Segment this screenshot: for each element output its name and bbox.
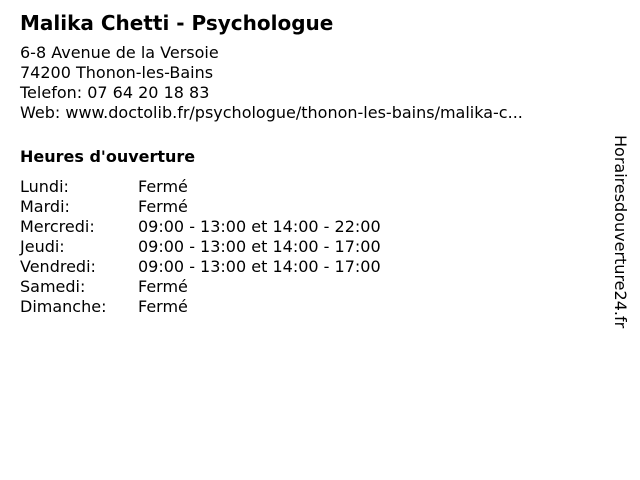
business-title: Malika Chetti - Psychologue [20,11,334,35]
opening-hours-table [20,177,600,317]
day-label: Jeudi: [20,237,65,256]
hours-value: Fermé [138,297,188,316]
day-label: Samedi: [20,277,86,296]
hours-value: 09:00 - 13:00 et 14:00 - 22:00 [138,217,381,236]
phone-number[interactable]: 07 64 20 18 83 [87,83,210,102]
contact-block [20,43,600,123]
phone-label: Telefon: [20,83,83,102]
day-label: Lundi: [20,177,69,196]
hours-value: 09:00 - 13:00 et 14:00 - 17:00 [138,237,381,256]
hours-row-vendredi [20,257,600,277]
hours-value: Fermé [138,197,188,216]
business-card [20,10,600,317]
day-label: Mardi: [20,197,70,216]
day-label: Vendredi: [20,257,96,276]
hours-value: Fermé [138,277,188,296]
opening-hours-heading: Heures d'ouverture [20,147,196,166]
hours-row-dimanche [20,297,600,317]
hours-value: 09:00 - 13:00 et 14:00 - 17:00 [138,257,381,276]
address-line-1: 6-8 Avenue de la Versoie [20,43,219,62]
hours-row-lundi [20,177,600,197]
web-line [20,103,600,123]
day-label: Dimanche: [20,297,107,316]
phone-line [20,83,600,103]
site-watermark: Horairesdouverture24.fr [611,135,630,329]
day-label: Mercredi: [20,217,95,236]
website-link[interactable]: www.doctolib.fr/psychologue/thonon-les-bains/malika-c... [65,103,523,122]
hours-row-mardi [20,197,600,217]
hours-row-samedi [20,277,600,297]
hours-row-mercredi [20,217,600,237]
hours-row-jeudi [20,237,600,257]
address-line-2: 74200 Thonon-les-Bains [20,63,214,82]
hours-value: Fermé [138,177,188,196]
web-label: Web: [20,103,61,122]
